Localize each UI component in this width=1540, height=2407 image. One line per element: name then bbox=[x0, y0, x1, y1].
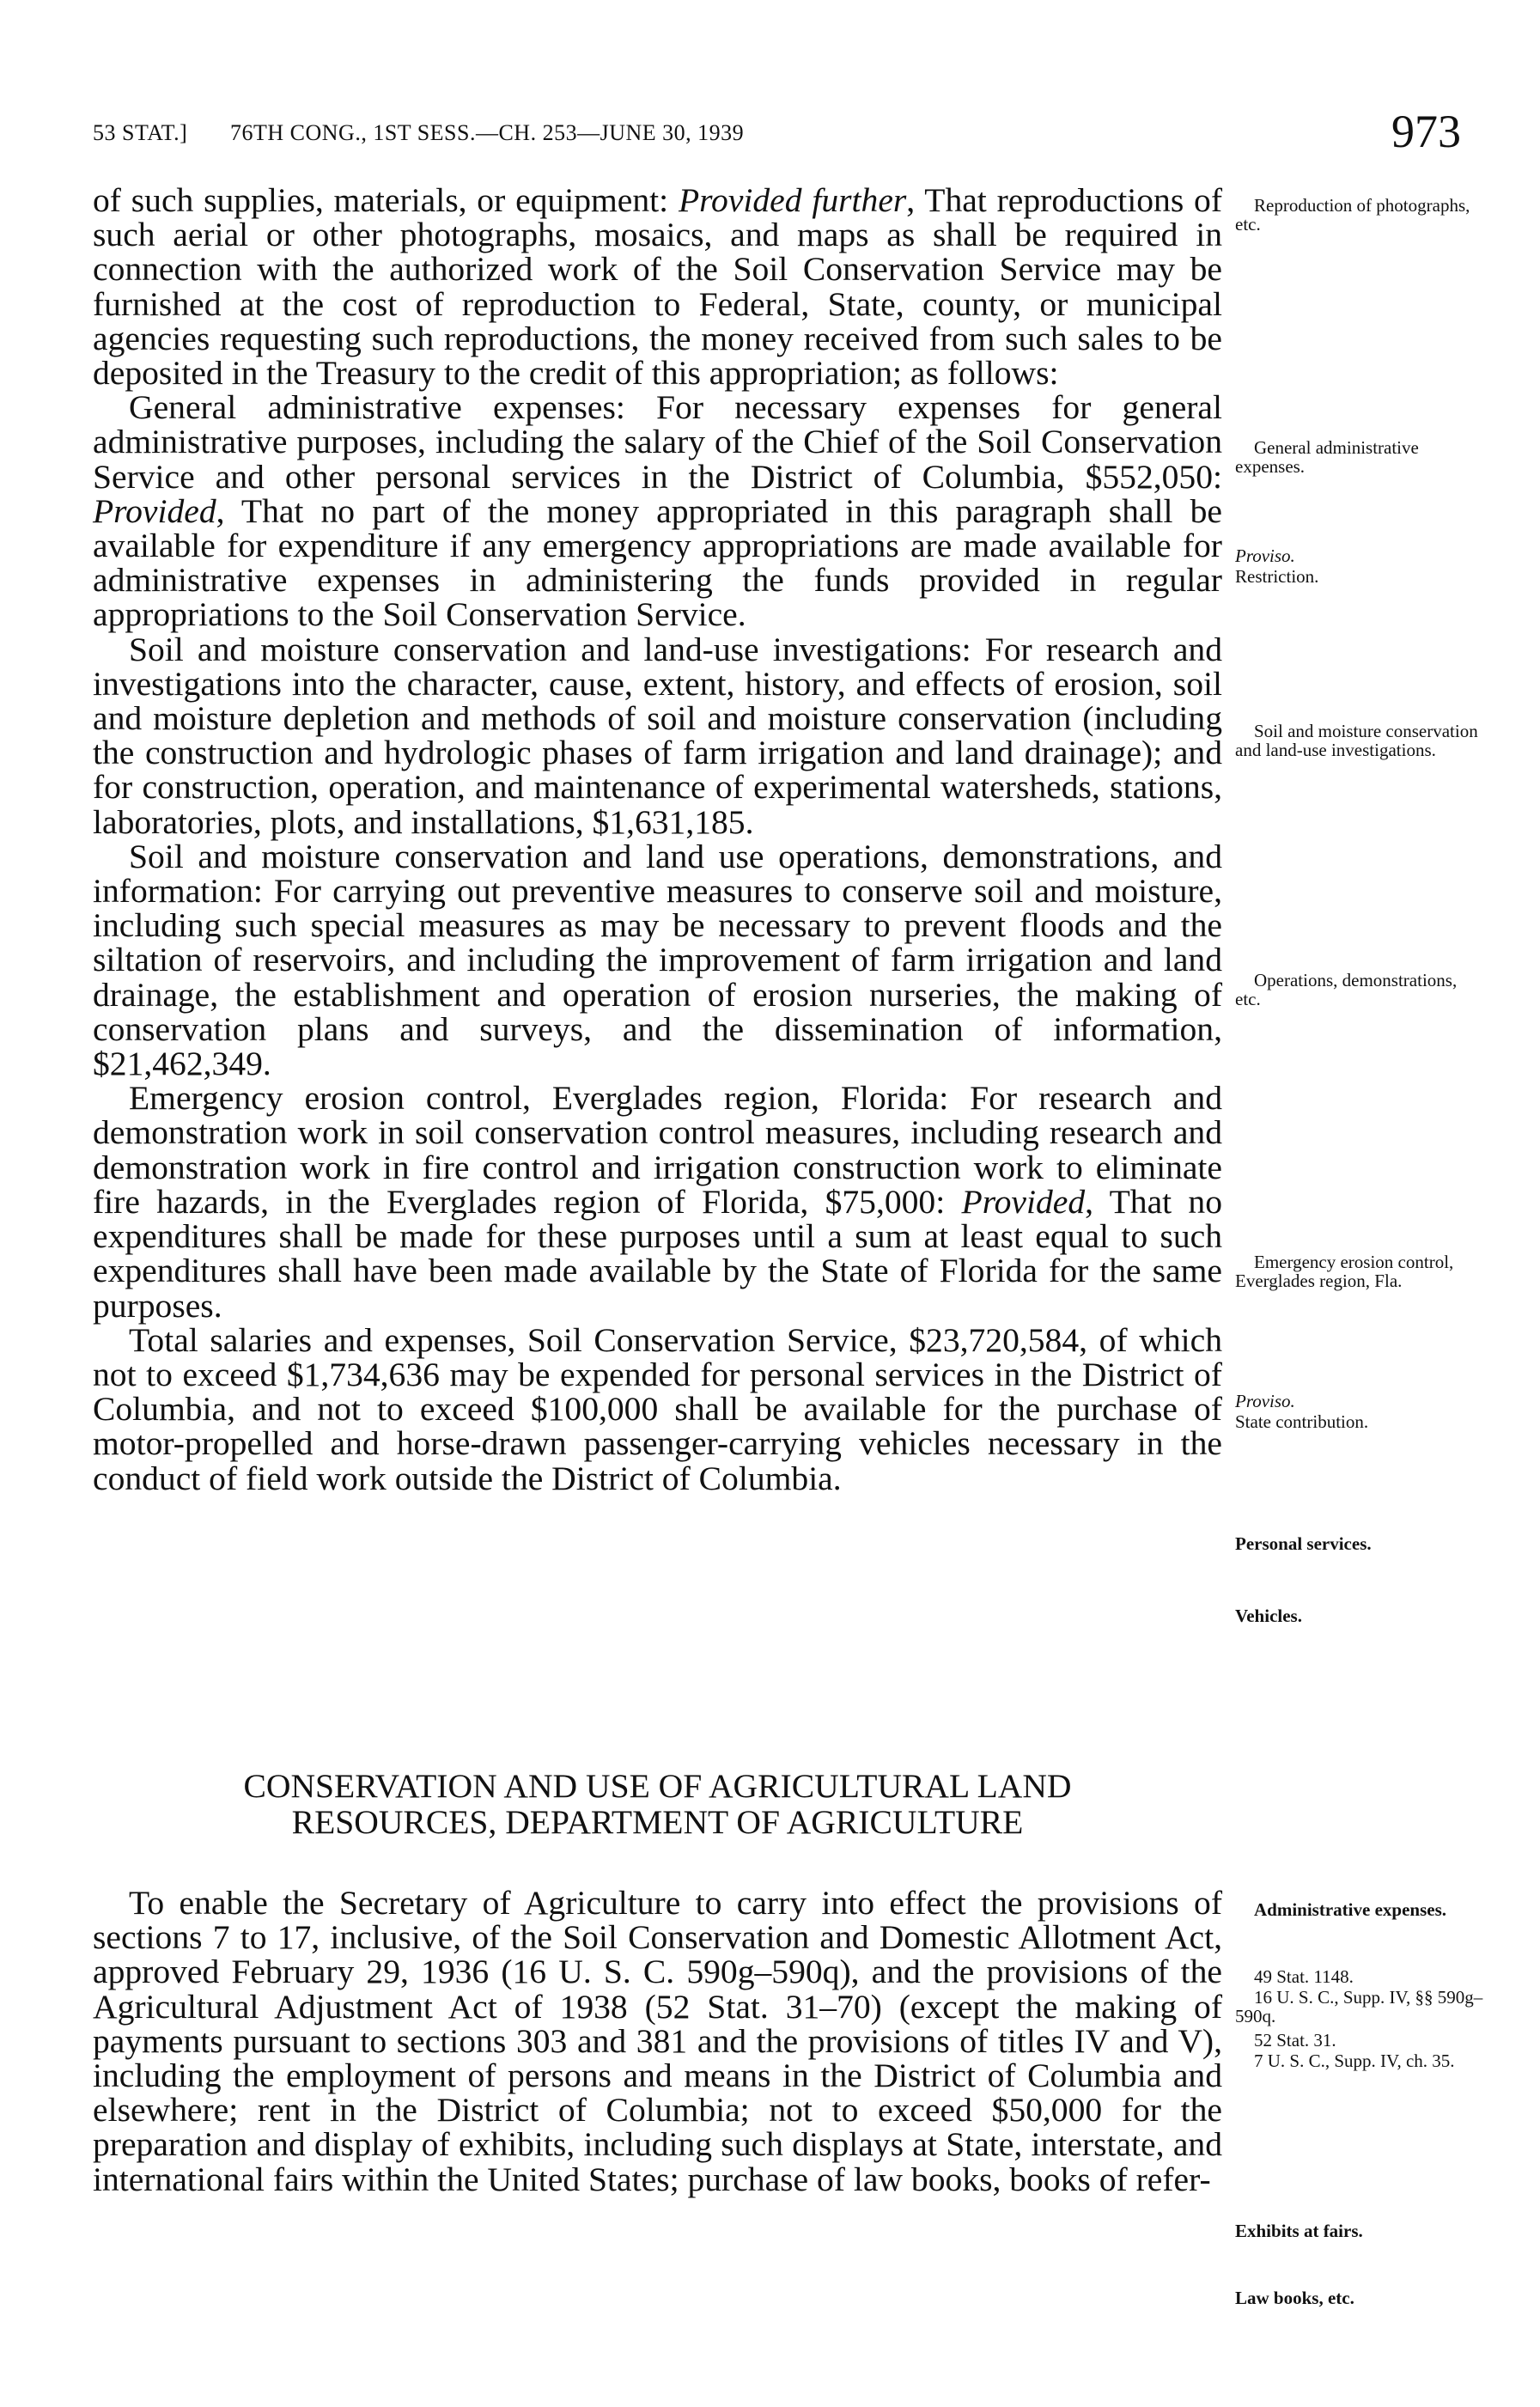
margin-note-proviso-2: Proviso. bbox=[1235, 1391, 1295, 1411]
text-run: of such supplies, materials, or equipment: bbox=[93, 181, 679, 219]
margin-note-vehicles: Vehicles. bbox=[1235, 1606, 1302, 1626]
text-run: , That no expenditures shall be made for these purposes until a sum at least equal to such expenditures shall have been made available by the State of Florida for the same purposes. bbox=[93, 1182, 1223, 1325]
text-run: Soil and moisture conservation and land-use investigations: For research and investigations into the character, cause, extent, history, and effects of erosion, soil and moisture depletion and methods of soil and moisture conservation (including the construction and hydrologic phases of farm irrigation and land drainage); and for construction, operation, and maintenance of experimental watersheds, stations, laboratories, plots, and installations, $1,631,185. bbox=[93, 630, 1222, 841]
statute-volume-label: 53 STAT.] bbox=[93, 120, 188, 145]
section-heading-line-2: RESOURCES, DEPARTMENT OF AGRICULTURE bbox=[291, 1803, 1024, 1841]
italic-run: Provided bbox=[961, 1182, 1086, 1221]
body-paragraph bbox=[93, 1079, 1223, 1325]
margin-note-law-books: Law books, etc. bbox=[1235, 2288, 1354, 2308]
section-heading-line-1: CONSERVATION AND USE OF AGRICULTURAL LAND bbox=[243, 1767, 1072, 1805]
margin-note-proviso-1: Proviso. bbox=[1235, 545, 1295, 566]
margin-note-citation-2: 16 U. S. C., Supp. IV, §§ 590g–590q. bbox=[1235, 1987, 1483, 2026]
text-run: Total salaries and expenses, Soil Conservation Service, $23,720,584, of which not to exceed $1,734,636 may be expended for personal services in the District of Columbia, and not to exceed $100,000 shall be available for the purchase of motor-propelled and horse-drawn passenger-carrying vehicles necessary in the conduct of field work outside the District of Columbia. bbox=[93, 1320, 1222, 1497]
italic-run: Provided further bbox=[678, 181, 907, 219]
margin-note-restriction: Restriction. bbox=[1235, 566, 1319, 587]
margin-note-general-admin: General administrative expenses. bbox=[1235, 437, 1419, 477]
text-run: General administrative expenses: For necessary expenses for general administrative purposes, including the salary of the Chief of the Soil Conservation Service and other personal services in the District of Columbia, $552,050: bbox=[93, 388, 1222, 496]
body-text bbox=[93, 183, 1222, 1496]
text-run: , That reproductions of such aerial or other photographs, mosaics, and maps as shall be required in connection with the authorized work of the Soil Conservation Service may be furnished at the cost of reproduction to Federal, State, county, or municipal agencies requesting such reproductions, the money received from such sales to be deposited in the Treasury to the credit of this appropriation; as follows: bbox=[93, 181, 1222, 393]
margin-note-soil-investigations: Soil and moisture conservation and land-use investigations. bbox=[1235, 721, 1478, 760]
margin-note-admin-expenses: Administrative expenses. bbox=[1254, 1899, 1446, 1920]
body-paragraph bbox=[93, 632, 1222, 839]
italic-run: Provided bbox=[93, 491, 216, 530]
body-paragraph bbox=[93, 1886, 1222, 2197]
body-text-section-2 bbox=[93, 1886, 1222, 2197]
margin-note-exhibits: Exhibits at fairs. bbox=[1235, 2221, 1363, 2241]
margin-note-personal-services: Personal services. bbox=[1235, 1533, 1372, 1554]
text-run: , That no part of the money appropriated in this paragraph shall be available for expenditure if any emergency appropriations are made available for administrative expenses in administering the funds provided in regular appropriations to the Soil Conservation Service. bbox=[93, 491, 1222, 634]
body-paragraph bbox=[93, 388, 1222, 634]
page-number: 973 bbox=[1391, 106, 1461, 157]
margin-note-citation-3: 52 Stat. 31. bbox=[1254, 2030, 1336, 2051]
margin-note-emergency: Emergency erosion control, Everglades region, Fla. bbox=[1235, 1252, 1454, 1291]
body-paragraph bbox=[93, 839, 1222, 1081]
text-run: Soil and moisture conservation and land use operations, demonstrations, and information: For carrying out preventive measures to conserve soil and moisture, including such special measures as may be necessary to prevent floods and the siltation of reservoirs, and including the improvement of farm irrigation and land drainage, the establishment and operation of erosion nurseries, the making of conservation plans and surveys, and the dissemination of information, $21,462,349. bbox=[93, 837, 1222, 1083]
running-head: 76TH CONG., 1ST SESS.—CH. 253—JUNE 30, 1939 bbox=[230, 120, 745, 145]
text-run: To enable the Secretary of Agriculture to carry into effect the provisions of sections 7 to 17, inclusive, of the Soil Conservation and Domestic Allotment Act, approved February 29, 1936 (16 U. S. C. 590g–590q), and the provisions of the Agricultural Adjustment Act of 1938 (52 Stat. 31–70) (except the making of payments pursuant to sections 303 and 381 and the provisions of titles IV and V), including the employment of persons and means in the District of Columbia and elsewhere; rent in the District of Columbia; not to exceed $50,000 for the preparation and display of exhibits, including such displays at State, interstate, and international fairs within the United States; purchase of law books, books of refer- bbox=[93, 1884, 1222, 2198]
margin-note-state-contribution: State contribution. bbox=[1235, 1411, 1369, 1432]
margin-note-citation-4: 7 U. S. C., Supp. IV, ch. 35. bbox=[1254, 2051, 1455, 2071]
margin-note-operations: Operations, demonstrations, etc. bbox=[1235, 970, 1458, 1009]
body-paragraph bbox=[93, 1320, 1222, 1497]
text-run: Emergency erosion control, Everglades region, Florida: For research and demonstration work in soil conservation control measures, including research and demonstration work in fire control and irrigation construction work to eliminate fire hazards, in the Everglades region of Florida, $75,000: bbox=[93, 1079, 1222, 1221]
margin-note-reproduction: Reproduction of photographs, etc. bbox=[1235, 195, 1470, 235]
margin-note-citation-1: 49 Stat. 1148. bbox=[1254, 1966, 1354, 1987]
body-paragraph bbox=[93, 181, 1222, 393]
section-heading bbox=[93, 1768, 1222, 1840]
